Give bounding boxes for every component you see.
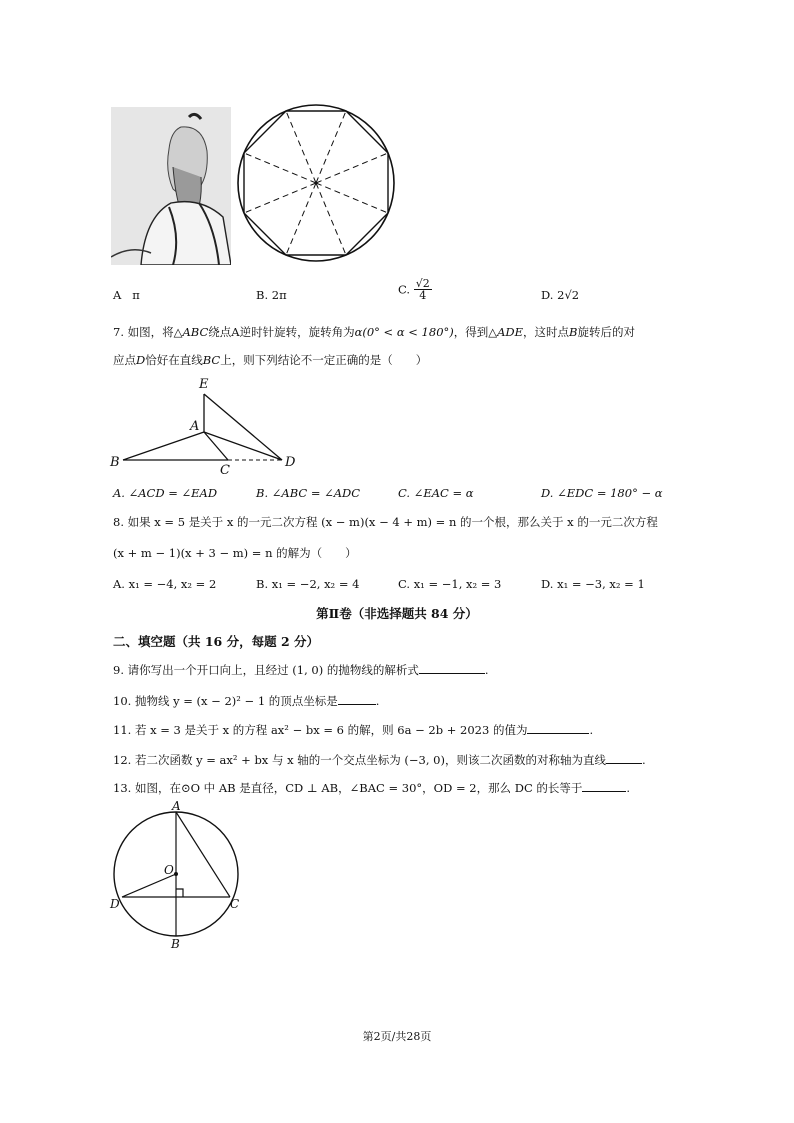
q8-option-a: A. x₁ = −4, x₂ = 2 — [113, 577, 217, 591]
segment-od — [122, 874, 176, 897]
q6-option-d-label: D. — [541, 288, 554, 302]
q6-option-b-label: B. — [256, 288, 269, 302]
label-c: C — [220, 463, 230, 476]
q13-answer-blank[interactable] — [582, 779, 626, 792]
label-a: A — [190, 419, 200, 434]
page-footer: 第2页/共28页 — [362, 1030, 432, 1043]
q12-answer-blank[interactable] — [606, 751, 642, 764]
label-d: D — [285, 455, 296, 470]
q7-point-b: B — [569, 325, 578, 339]
q12-text: 12. 若二次函数 y = ax² + bx 与 x 轴的一个交点坐标为 (−3, 0)，则该二次函数的对称轴为直线 — [113, 753, 606, 767]
q7-triangle-abc: △ABC — [173, 325, 209, 339]
q7-point-d: D — [136, 353, 146, 367]
section2-title: 二、填空题（共 16 分，每题 2 分） — [113, 634, 320, 649]
q7-text: 恰好在直线 — [145, 353, 203, 367]
q10-answer-blank[interactable] — [338, 692, 376, 705]
q7-option-c: C. ∠EAC = α — [398, 486, 474, 500]
q9-answer-blank[interactable] — [419, 661, 485, 674]
segment-be — [123, 432, 204, 460]
q9-end: . — [484, 663, 489, 677]
q13-text: 13. 如图，在⊙O 中 AB 是直径，CD ⊥ AB，∠BAC = 30°，OD = 2，那么 DC 的长等于 — [113, 781, 583, 795]
segment-ed — [204, 394, 282, 460]
q7-text: 旋转后的对 — [577, 325, 635, 339]
q6-option-c — [398, 278, 432, 301]
q11-end: . — [589, 723, 594, 737]
q7-triangle-ade: △ADE — [488, 325, 524, 339]
q12 — [113, 751, 646, 768]
q6-option-a-value: π — [132, 288, 140, 302]
q8-line-2: (x + m − 1)(x + 3 − m) = n 的解为（ ） — [113, 546, 357, 560]
q6-option-d-value: 2√2 — [557, 288, 580, 302]
q7-option-d: D. ∠EDC = 180° − α — [541, 486, 663, 500]
q7-option-b: B. ∠ABC = ∠ADC — [256, 486, 361, 500]
q6-option-a — [113, 288, 140, 302]
q7-text: 应点 — [113, 353, 136, 367]
q13 — [113, 779, 630, 796]
label-o: O — [164, 863, 174, 877]
q13-end: . — [626, 781, 631, 795]
q6-option-c-label: C. — [398, 282, 411, 297]
q7-rotation-figure — [108, 372, 308, 476]
q6-option-b-value: 2π — [271, 288, 287, 302]
part2-title: 第Ⅱ卷（非选择题共 84 分） — [316, 606, 478, 621]
label-d: D — [110, 897, 120, 911]
q6-option-a-label: A — [113, 288, 122, 302]
center-point — [174, 872, 178, 876]
q11 — [113, 721, 593, 738]
q9 — [113, 661, 489, 678]
portrait-figure-sketch — [111, 107, 231, 265]
q7-text: ，得到 — [453, 325, 489, 339]
q7-angle-range: α(0° < α < 180°) — [354, 325, 454, 339]
label-a: A — [172, 800, 181, 813]
q6-option-c-fraction — [414, 278, 432, 301]
q7-option-a: A. ∠ACD = ∠EAD — [113, 486, 218, 500]
octagon-in-circle-figure — [236, 101, 398, 267]
label-b: B — [110, 455, 120, 470]
q7-line-2 — [113, 352, 427, 368]
label-c: C — [230, 897, 240, 911]
octagon-dashed-radii — [244, 111, 388, 255]
portrait-image — [111, 107, 231, 265]
q11-answer-blank[interactable] — [527, 721, 589, 734]
q8-line-1: 8. 如果 x = 5 是关于 x 的一元二次方程 (x − m)(x − 4 + m) = n 的一个根，那么关于 x 的一元二次方程 — [113, 515, 658, 529]
q10-end: . — [375, 694, 380, 708]
q7-text: 绕点A逆时针旋转，旋转角为 — [208, 325, 355, 339]
q8-option-b: B. x₁ = −2, x₂ = 4 — [256, 577, 360, 591]
q6-option-c-denominator: 4 — [419, 289, 427, 302]
right-angle-mark — [176, 889, 183, 897]
q8-option-c: C. x₁ = −1, x₂ = 3 — [398, 577, 502, 591]
segment-ac — [176, 812, 230, 897]
q6-option-c-numerator: √2 — [415, 277, 430, 290]
q8-option-d: D. x₁ = −3, x₂ = 1 — [541, 577, 645, 591]
label-b: B — [171, 937, 180, 950]
q10 — [113, 692, 379, 709]
q6-option-d — [541, 288, 579, 302]
q13-circle-figure — [108, 800, 248, 950]
q6-option-b — [256, 288, 287, 302]
q11-text: 11. 若 x = 3 是关于 x 的方程 ax² − bx = 6 的解，则 6a − 2b + 2023 的值为 — [113, 723, 528, 737]
q12-end: . — [641, 753, 646, 767]
q7-text: ，这时点 — [523, 325, 570, 339]
label-e: E — [199, 377, 209, 392]
q7-text: 上，则下列结论不一定正确的是（ ） — [220, 353, 428, 367]
q7-line-1 — [113, 324, 635, 340]
q10-text: 10. 抛物线 y = (x − 2)² − 1 的顶点坐标是 — [113, 694, 338, 708]
q7-line-bc: BC — [202, 353, 221, 367]
q9-text: 9. 请你写出一个开口向上，且经过 (1, 0) 的抛物线的解析式 — [113, 663, 419, 677]
q7-text: 7. 如图，将 — [113, 325, 174, 339]
